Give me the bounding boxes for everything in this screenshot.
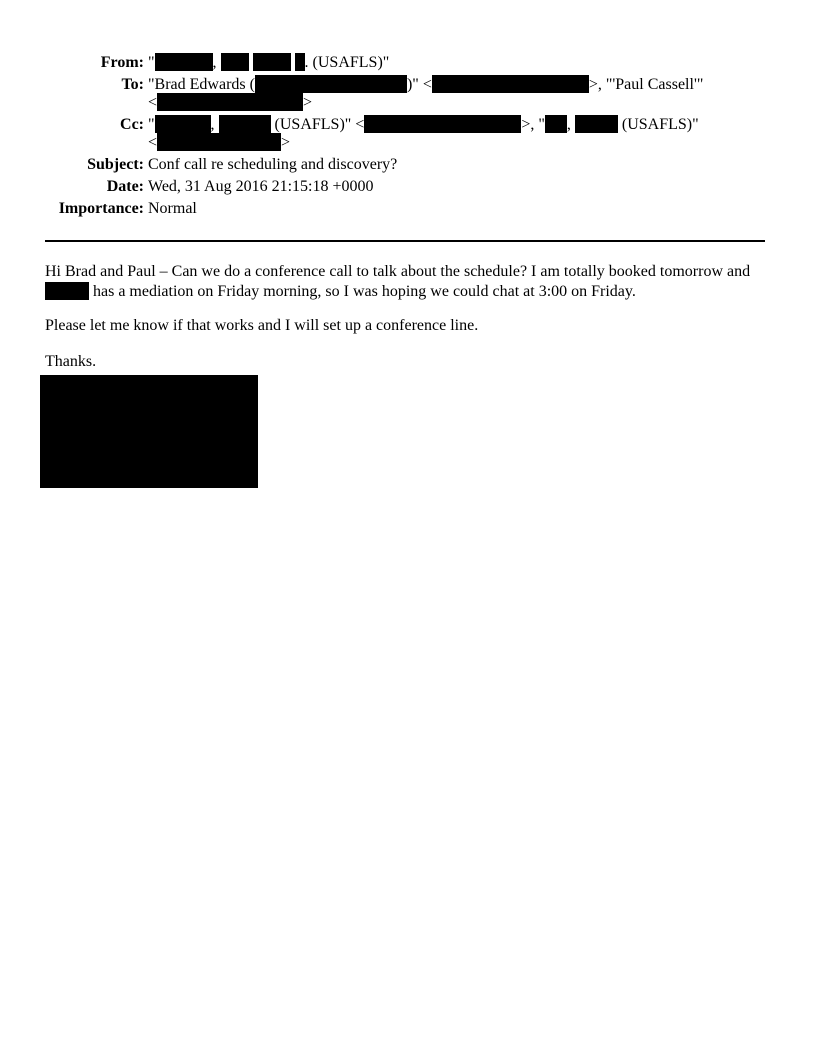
cc-comma: ,: [210, 116, 215, 133]
subject-label: Subject:: [87, 156, 144, 173]
cc-line2-close: >: [281, 134, 291, 151]
to-part2: )" <: [406, 76, 432, 93]
from-comma: ,: [212, 54, 217, 71]
cc-part-usafls2: (USAFLS)": [617, 116, 699, 133]
redaction-box: [45, 282, 89, 300]
header-divider: [45, 240, 765, 242]
cc-open-quote: ": [148, 116, 155, 133]
redaction-box: [219, 115, 271, 133]
date-label: Date:: [106, 178, 144, 195]
redaction-box: [155, 53, 213, 71]
cc-part-sep: >, ": [521, 116, 545, 133]
to-value: [148, 75, 703, 95]
redaction-box: [575, 115, 618, 133]
importance-label: Importance:: [58, 200, 144, 217]
body-paragraph-2: Please let me know if that works and I will set up a conference line.: [45, 317, 479, 334]
to-line2-open: <: [148, 94, 158, 111]
redaction-box: [253, 53, 291, 71]
date-value: Wed, 31 Aug 2016 21:15:18 +0000: [148, 178, 374, 195]
body-line-1: Hi Brad and Paul – Can we do a conference call to talk about the schedule? I am totally booked tomorrow and: [45, 263, 751, 280]
redacted-signature-block: [40, 375, 258, 488]
importance-value: Normal: [148, 200, 197, 217]
cc-label: Cc:: [120, 116, 144, 133]
from-open-quote: ": [148, 54, 155, 71]
redaction-box: [432, 75, 589, 93]
redaction-box: [255, 75, 407, 93]
body-line-2: [45, 282, 775, 302]
redaction-box: [157, 93, 303, 111]
redaction-box: [155, 115, 211, 133]
redaction-box: [545, 115, 567, 133]
from-value: [148, 53, 389, 73]
redaction-box: [364, 115, 521, 133]
cc-comma2: ,: [566, 116, 571, 133]
from-suffix: . (USAFLS)": [304, 54, 390, 71]
from-label: From:: [100, 54, 144, 71]
to-part3: >, "'Paul Cassell'": [588, 76, 704, 93]
to-line2-close: >: [303, 94, 313, 111]
redaction-box: [221, 53, 249, 71]
body-line-2-text: has a mediation on Friday morning, so I was hoping we could chat at 3:00 on Friday.: [89, 283, 636, 300]
subject-value: Conf call re scheduling and discovery?: [148, 156, 398, 173]
cc-line2-open: <: [148, 134, 158, 151]
to-label: To:: [121, 76, 144, 93]
cc-value: [148, 115, 699, 135]
cc-value-line2: [148, 133, 290, 153]
to-part1: "Brad Edwards (: [148, 76, 255, 93]
redaction-box: [295, 53, 305, 71]
redaction-box: [157, 133, 281, 151]
cc-part-usafls1: (USAFLS)" <: [270, 116, 365, 133]
body-closing: Thanks.: [45, 353, 97, 370]
to-value-line2: [148, 93, 312, 113]
